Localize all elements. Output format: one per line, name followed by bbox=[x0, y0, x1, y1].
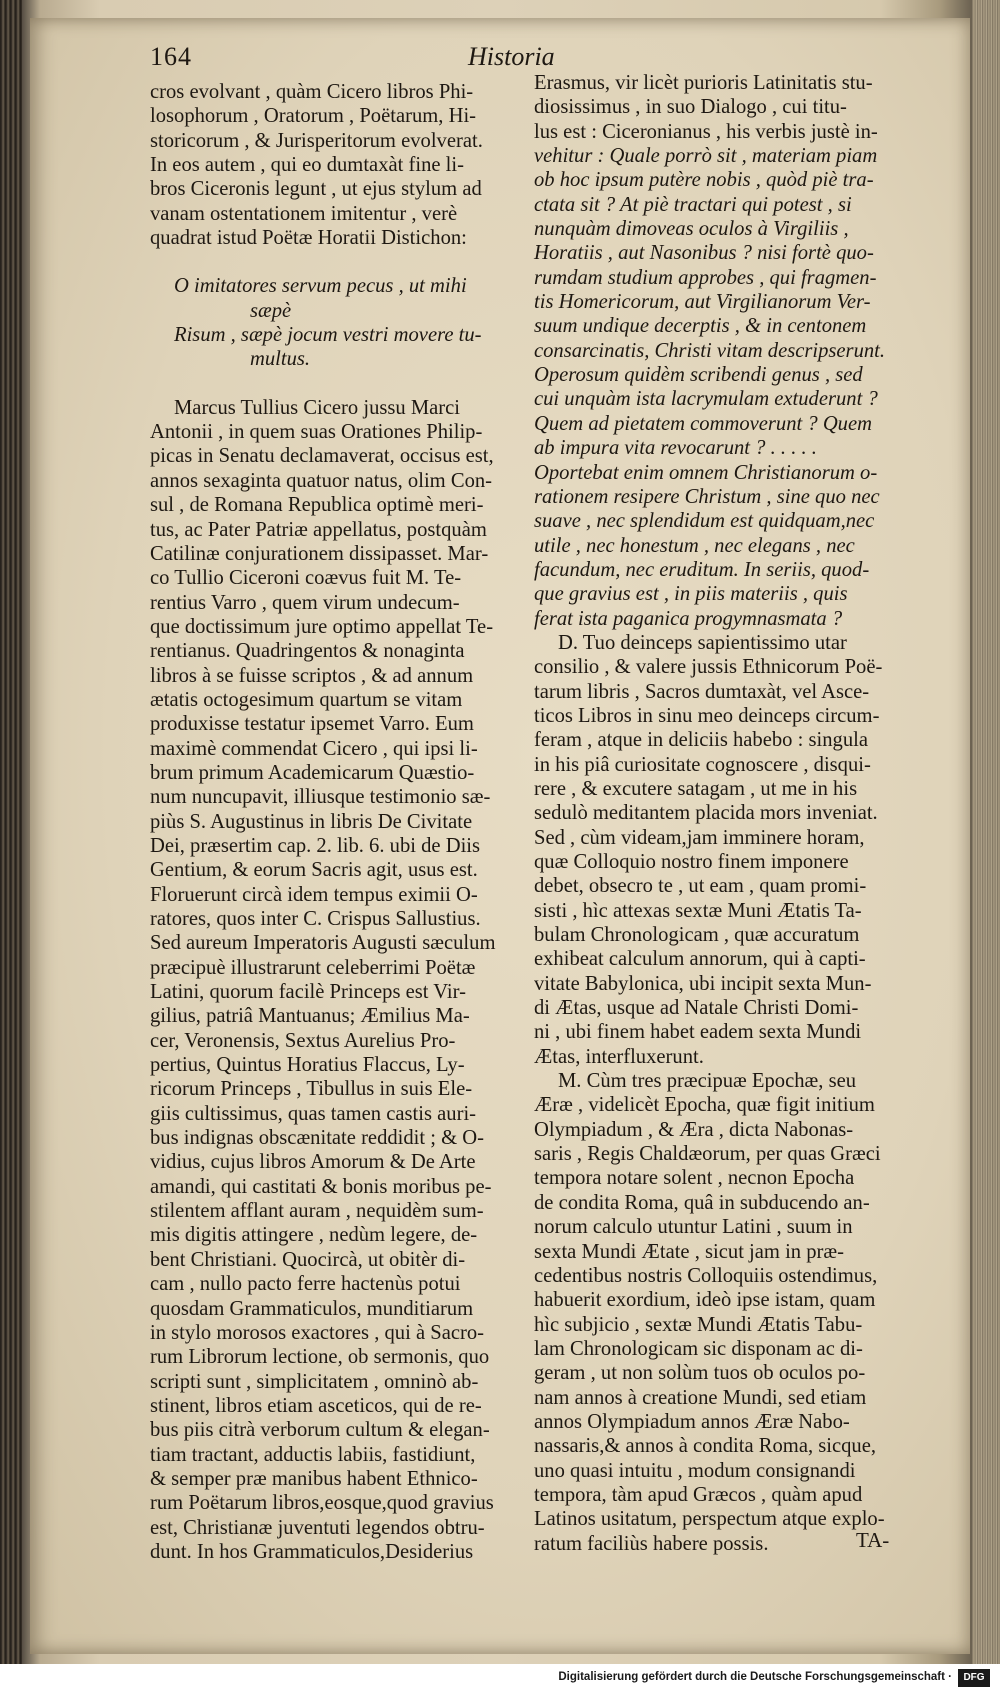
text-line: hìc subjicio , sextæ Mundi Ætatis Tabu- bbox=[534, 1313, 863, 1336]
text-line: Sed , cùm videam,jam imminere horam, bbox=[534, 826, 865, 849]
text-line: de condita Roma, quâ in subducendo an- bbox=[534, 1191, 870, 1214]
text-line: tempora notare solent , necnon Epocha bbox=[534, 1167, 855, 1190]
spacer bbox=[150, 384, 520, 396]
spacer bbox=[150, 250, 520, 262]
text-line: vanam ostentationem imitentur , verè bbox=[150, 202, 458, 225]
text-line: vitate Babylonica, ubi incipit sexta Mun- bbox=[534, 972, 872, 995]
right-column bbox=[534, 71, 896, 1556]
text-line: Sed aureum Imperatoris Augusti sæculum bbox=[150, 932, 496, 955]
text-line: que gravius est , in piis materiis , quis bbox=[534, 583, 848, 606]
text-line: produxisse testatur ipsemet Varro. Eum bbox=[150, 713, 474, 736]
text-line: ni , ubi finem habet eadem sexta Mundi bbox=[534, 1021, 862, 1044]
text-line: losophorum , Oratorum , Poëtarum, Hi- bbox=[150, 105, 477, 128]
text-line: rentius Varro , quem virum undecum- bbox=[150, 591, 460, 614]
text-line: cedentibus nostris Colloquiis ostendimus, bbox=[534, 1264, 878, 1287]
text-line: Erasmus, vir licèt purioris Latinitatis stu- bbox=[534, 72, 873, 94]
text-line: bent Christiani. Quocircà, ut obitèr di- bbox=[150, 1248, 466, 1271]
text-line: ricorum Princeps , Tibullus in suis Ele- bbox=[150, 1078, 473, 1101]
text-line: In eos autem , qui eo dumtaxàt fine li- bbox=[150, 154, 464, 177]
text-line: sexta Mundi Ætate , sicut jam in præ- bbox=[534, 1240, 845, 1263]
text-line: bros Ciceronis legunt , ut ejus stylum ad bbox=[150, 178, 482, 201]
text-line: annos sexaginta quatuor natus, olim Con- bbox=[150, 469, 493, 492]
text-line: stinent, libros etiam asceticos, qui de re- bbox=[150, 1394, 482, 1417]
text-line: sul , de Romana Republica optimè meri- bbox=[150, 494, 484, 517]
text-line: Latini, quorum facilè Princeps est Vir- bbox=[150, 981, 466, 1004]
text-line: quæ Colloquio nostro finem imponere bbox=[534, 851, 849, 873]
text-line: rum Poëtarum libros,eosque,quod gravius bbox=[150, 1492, 494, 1515]
text-line: tarum libris , Sacros dumtaxàt, vel Asce- bbox=[534, 680, 870, 703]
text-line: suave , nec splendidum est quidquam,nec bbox=[534, 510, 875, 533]
text-line: Oportebat enim omnem Christianorum o- bbox=[534, 461, 878, 484]
text-line: Olympiadum , & Æra , dicta Nabonas- bbox=[534, 1118, 854, 1141]
text-line: cam , nullo pacto ferre hactenùs potui bbox=[150, 1273, 461, 1296]
text-line: bulam Chronologicam , quæ accuratum bbox=[534, 924, 860, 947]
text-line: di Ætas, usque ad Natale Christi Domi- bbox=[534, 997, 859, 1020]
page-stack-edge bbox=[972, 0, 1000, 1694]
text-line: Dei, præsertim cap. 2. lib. 6. ubi de Diis bbox=[150, 834, 481, 857]
text-line: sisti , hìc attexas sextæ Muni Ætatis Ta- bbox=[534, 899, 862, 922]
text-line: M. Cùm tres præcipuæ Epochæ, seu bbox=[558, 1070, 857, 1093]
text-line: ratores, quos inter C. Crispus Sallustius. bbox=[150, 908, 481, 930]
text-line: rationem resipere Christum , sine quo nec bbox=[534, 485, 880, 508]
verse-line: sæpè bbox=[250, 299, 292, 322]
text-line: rere , & excutere satagam , ut me in his bbox=[534, 777, 858, 800]
text-line: in stylo morosos exactores , qui à Sacro- bbox=[150, 1321, 485, 1344]
text-line: sedulò meditantem placida mors inveniat. bbox=[534, 802, 878, 825]
text-line: ob hoc ipsum putère nobis , quòd piè tra- bbox=[534, 169, 874, 192]
running-title: Historia bbox=[468, 42, 555, 71]
text-line: picas in Senatu declamaverat, occisus est, bbox=[150, 445, 494, 468]
verse-line: O imitatores servum pecus , ut mihi bbox=[174, 275, 467, 298]
text-line: saris , Regis Chaldæorum, per quas Græci bbox=[534, 1143, 881, 1166]
text-line: nam annos à creatione Mundi, sed etiam bbox=[534, 1386, 867, 1409]
spacer bbox=[150, 262, 520, 274]
text-line: in his piâ curiositate cognoscere , disqui- bbox=[534, 753, 871, 776]
book-gutter-edge bbox=[0, 0, 22, 1694]
dfg-logo-icon: DFG bbox=[958, 1669, 990, 1687]
text-line: tus, ac Pater Patriæ appellatus, postquàm bbox=[150, 518, 487, 541]
text-line: habuerit exordium, ideò ipse istam, quam bbox=[534, 1289, 876, 1312]
text-line: cui unquàm ista lacrymulam extuderunt ? bbox=[534, 388, 878, 411]
text-line: rumdam studium approbes , qui fragmen- bbox=[534, 266, 877, 289]
text-line: que doctissimum jure optimo appellat Te- bbox=[150, 615, 494, 638]
text-line: lam Chronologicam sic disponam ac di- bbox=[534, 1337, 863, 1360]
text-line: giis cultissimus, quas tamen castis auri- bbox=[150, 1102, 477, 1125]
text-line: tiam tractant, adductis labiis, fastidiunt, bbox=[150, 1443, 476, 1466]
text-line: Catilinæ conjurationem dissipasset. Mar- bbox=[150, 542, 489, 565]
text-line: mis digitis attingere , nedùm legere, de- bbox=[150, 1224, 478, 1247]
text-line: ctata sit ? At piè tractari qui potest , si bbox=[534, 193, 852, 216]
text-line: debet, obsecro te , ut eam , quam promi- bbox=[534, 875, 867, 898]
text-line: ferat ista paganica progymnasmata ? bbox=[534, 607, 843, 630]
text-line: lus est : Ciceronianus , his verbis justè in- bbox=[534, 120, 878, 143]
text-line: Ætas, interfluxerunt. bbox=[534, 1045, 704, 1068]
text-line: co Tullio Ciceroni coævus fuit M. Te- bbox=[150, 567, 462, 590]
text-line: quosdam Grammaticulos, munditiarum bbox=[150, 1297, 474, 1320]
text-line: uno quasi intuitu , modum consignandi bbox=[534, 1459, 856, 1482]
funding-notice: Digitalisierung gefördert durch die Deutsche Forschungsgemeinschaft · bbox=[558, 1671, 952, 1683]
text-line: feram , atque in deliciis habebo : singula bbox=[534, 729, 868, 752]
text-line: nassaris,& annos à condita Roma, sicque, bbox=[534, 1435, 877, 1458]
left-column bbox=[150, 80, 520, 1564]
text-line: brum primum Academicarum Quæstio- bbox=[150, 761, 475, 784]
text-line: pertius, Quintus Horatius Flaccus, Ly- bbox=[150, 1054, 465, 1077]
text-line: D. Tuo deinceps sapientissimo utar bbox=[558, 631, 847, 654]
text-line: bus piis citrà verborum cultum & elegan- bbox=[150, 1419, 490, 1442]
text-line: exhibeat calculum annorum, qui à capti- bbox=[534, 948, 866, 971]
text-line: rentianus. Quadringentos & nonaginta bbox=[150, 640, 465, 663]
text-line: & semper præ manibus habent Ethnico- bbox=[150, 1467, 478, 1490]
verse-line: Risum , sæpè jocum vestri movere tu- bbox=[174, 324, 482, 347]
text-line: cros evolvant , quàm Cicero libros Phi- bbox=[150, 81, 474, 103]
text-line: consarcinatis, Christi vitam descripserunt. bbox=[534, 339, 886, 362]
digitization-footer bbox=[0, 1664, 1000, 1694]
text-line: Horatiis , aut Nasonibus ? nisi fortè quo- bbox=[534, 242, 874, 265]
text-line: piùs S. Augustinus in libris De Civitate bbox=[150, 810, 473, 833]
text-line: ticos Libros in sinu meo deinceps circum- bbox=[534, 704, 880, 727]
text-line: rum Librorum lectione, ob sermonis, quo bbox=[150, 1346, 490, 1369]
text-line: quadrat istud Poëtæ Horatii Distichon: bbox=[150, 227, 467, 250]
text-line: vehitur : Quale porrò sit , materiam piam bbox=[534, 145, 878, 168]
text-line: Operosum quidèm scribendi genus , sed bbox=[534, 364, 863, 387]
text-line: norum calculo utuntur Latini , suum in bbox=[534, 1216, 853, 1239]
text-line: geram , ut non solùm tuos ob oculos po- bbox=[534, 1362, 866, 1385]
text-line: diosissimus , in suo Dialogo , cui titu- bbox=[534, 96, 847, 119]
text-line: ratum faciliùs habere possis. bbox=[534, 1532, 769, 1555]
text-line: Marcus Tullius Cicero jussu Marci bbox=[174, 396, 461, 419]
text-line: tempora, tàm apud Græcos , quàm apud bbox=[534, 1483, 863, 1506]
text-line: ab impura vita revocarunt ? . . . . . bbox=[534, 437, 817, 460]
page-number: 164 bbox=[150, 42, 192, 71]
text-line: cer, Veronensis, Sextus Aurelius Pro- bbox=[150, 1029, 456, 1052]
text-line: ætatis octogesimum quartum se vitam bbox=[150, 688, 463, 711]
text-line: gilius, patriâ Mantuanus; Æmilius Ma- bbox=[150, 1005, 470, 1028]
text-line: Floruerunt circà idem tempus eximii O- bbox=[150, 883, 478, 906]
text-line: scripti sunt , simplicitatem , omninò ab- bbox=[150, 1370, 479, 1393]
text-line: vidius, cujus libros Amorum & De Arte bbox=[150, 1151, 476, 1174]
spacer bbox=[150, 372, 520, 384]
text-line: utile , nec honestum , nec elegans , nec bbox=[534, 534, 855, 557]
text-line: Quem ad pietatem commoverunt ? Quem bbox=[534, 412, 872, 435]
text-line: maximè commendat Cicero , qui ipsi li- bbox=[150, 737, 478, 760]
text-line: amandi, qui castitati & bonis moribus pe- bbox=[150, 1175, 492, 1198]
text-line: Æræ , videlicèt Epocha, quæ figit initium bbox=[534, 1094, 875, 1117]
text-line: num nuncupavit, illiusque testimonio sæ- bbox=[150, 786, 491, 809]
text-line: facundum, nec eruditum. In seriis, quod- bbox=[534, 558, 870, 581]
catchword: TA- bbox=[856, 1528, 890, 1552]
text-line: storicorum , & Jurisperitorum evolverat. bbox=[150, 129, 483, 152]
text-line: nunquàm dimoveas oculos à Virgiliis , bbox=[534, 218, 849, 241]
text-line: tis Homericorum, aut Virgilianorum Ver- bbox=[534, 291, 871, 314]
text-line: suum undique decerptis , & in centonem bbox=[534, 315, 867, 338]
text-line: dunt. In hos Grammaticulos,Desiderius bbox=[150, 1540, 474, 1563]
text-line: consilio , & valere jussis Ethnicorum Poë- bbox=[534, 656, 883, 679]
text-line: Antonii , in quem suas Orationes Philip- bbox=[150, 421, 483, 444]
text-line: annos Olympiadum annos Æræ Nabo- bbox=[534, 1410, 850, 1433]
text-line: bus indignas obscænitate reddidit ; & O- bbox=[150, 1127, 485, 1150]
text-line: stilentem afflant auram , nequidèm sum- bbox=[150, 1200, 484, 1223]
text-line: est, Christianæ juventuti legendos obtru- bbox=[150, 1516, 485, 1539]
text-line: Latinos usitatum, perspectum atque explo- bbox=[534, 1508, 885, 1531]
verse-line: multus. bbox=[250, 348, 311, 371]
text-line: præcipuè illustrarunt celeberrimi Poëtæ bbox=[150, 956, 476, 979]
text-line: libros à se fuisse scriptos , & ad annum bbox=[150, 664, 474, 687]
text-line: Gentium, & eorum Sacris agit, usus est. bbox=[150, 859, 478, 882]
